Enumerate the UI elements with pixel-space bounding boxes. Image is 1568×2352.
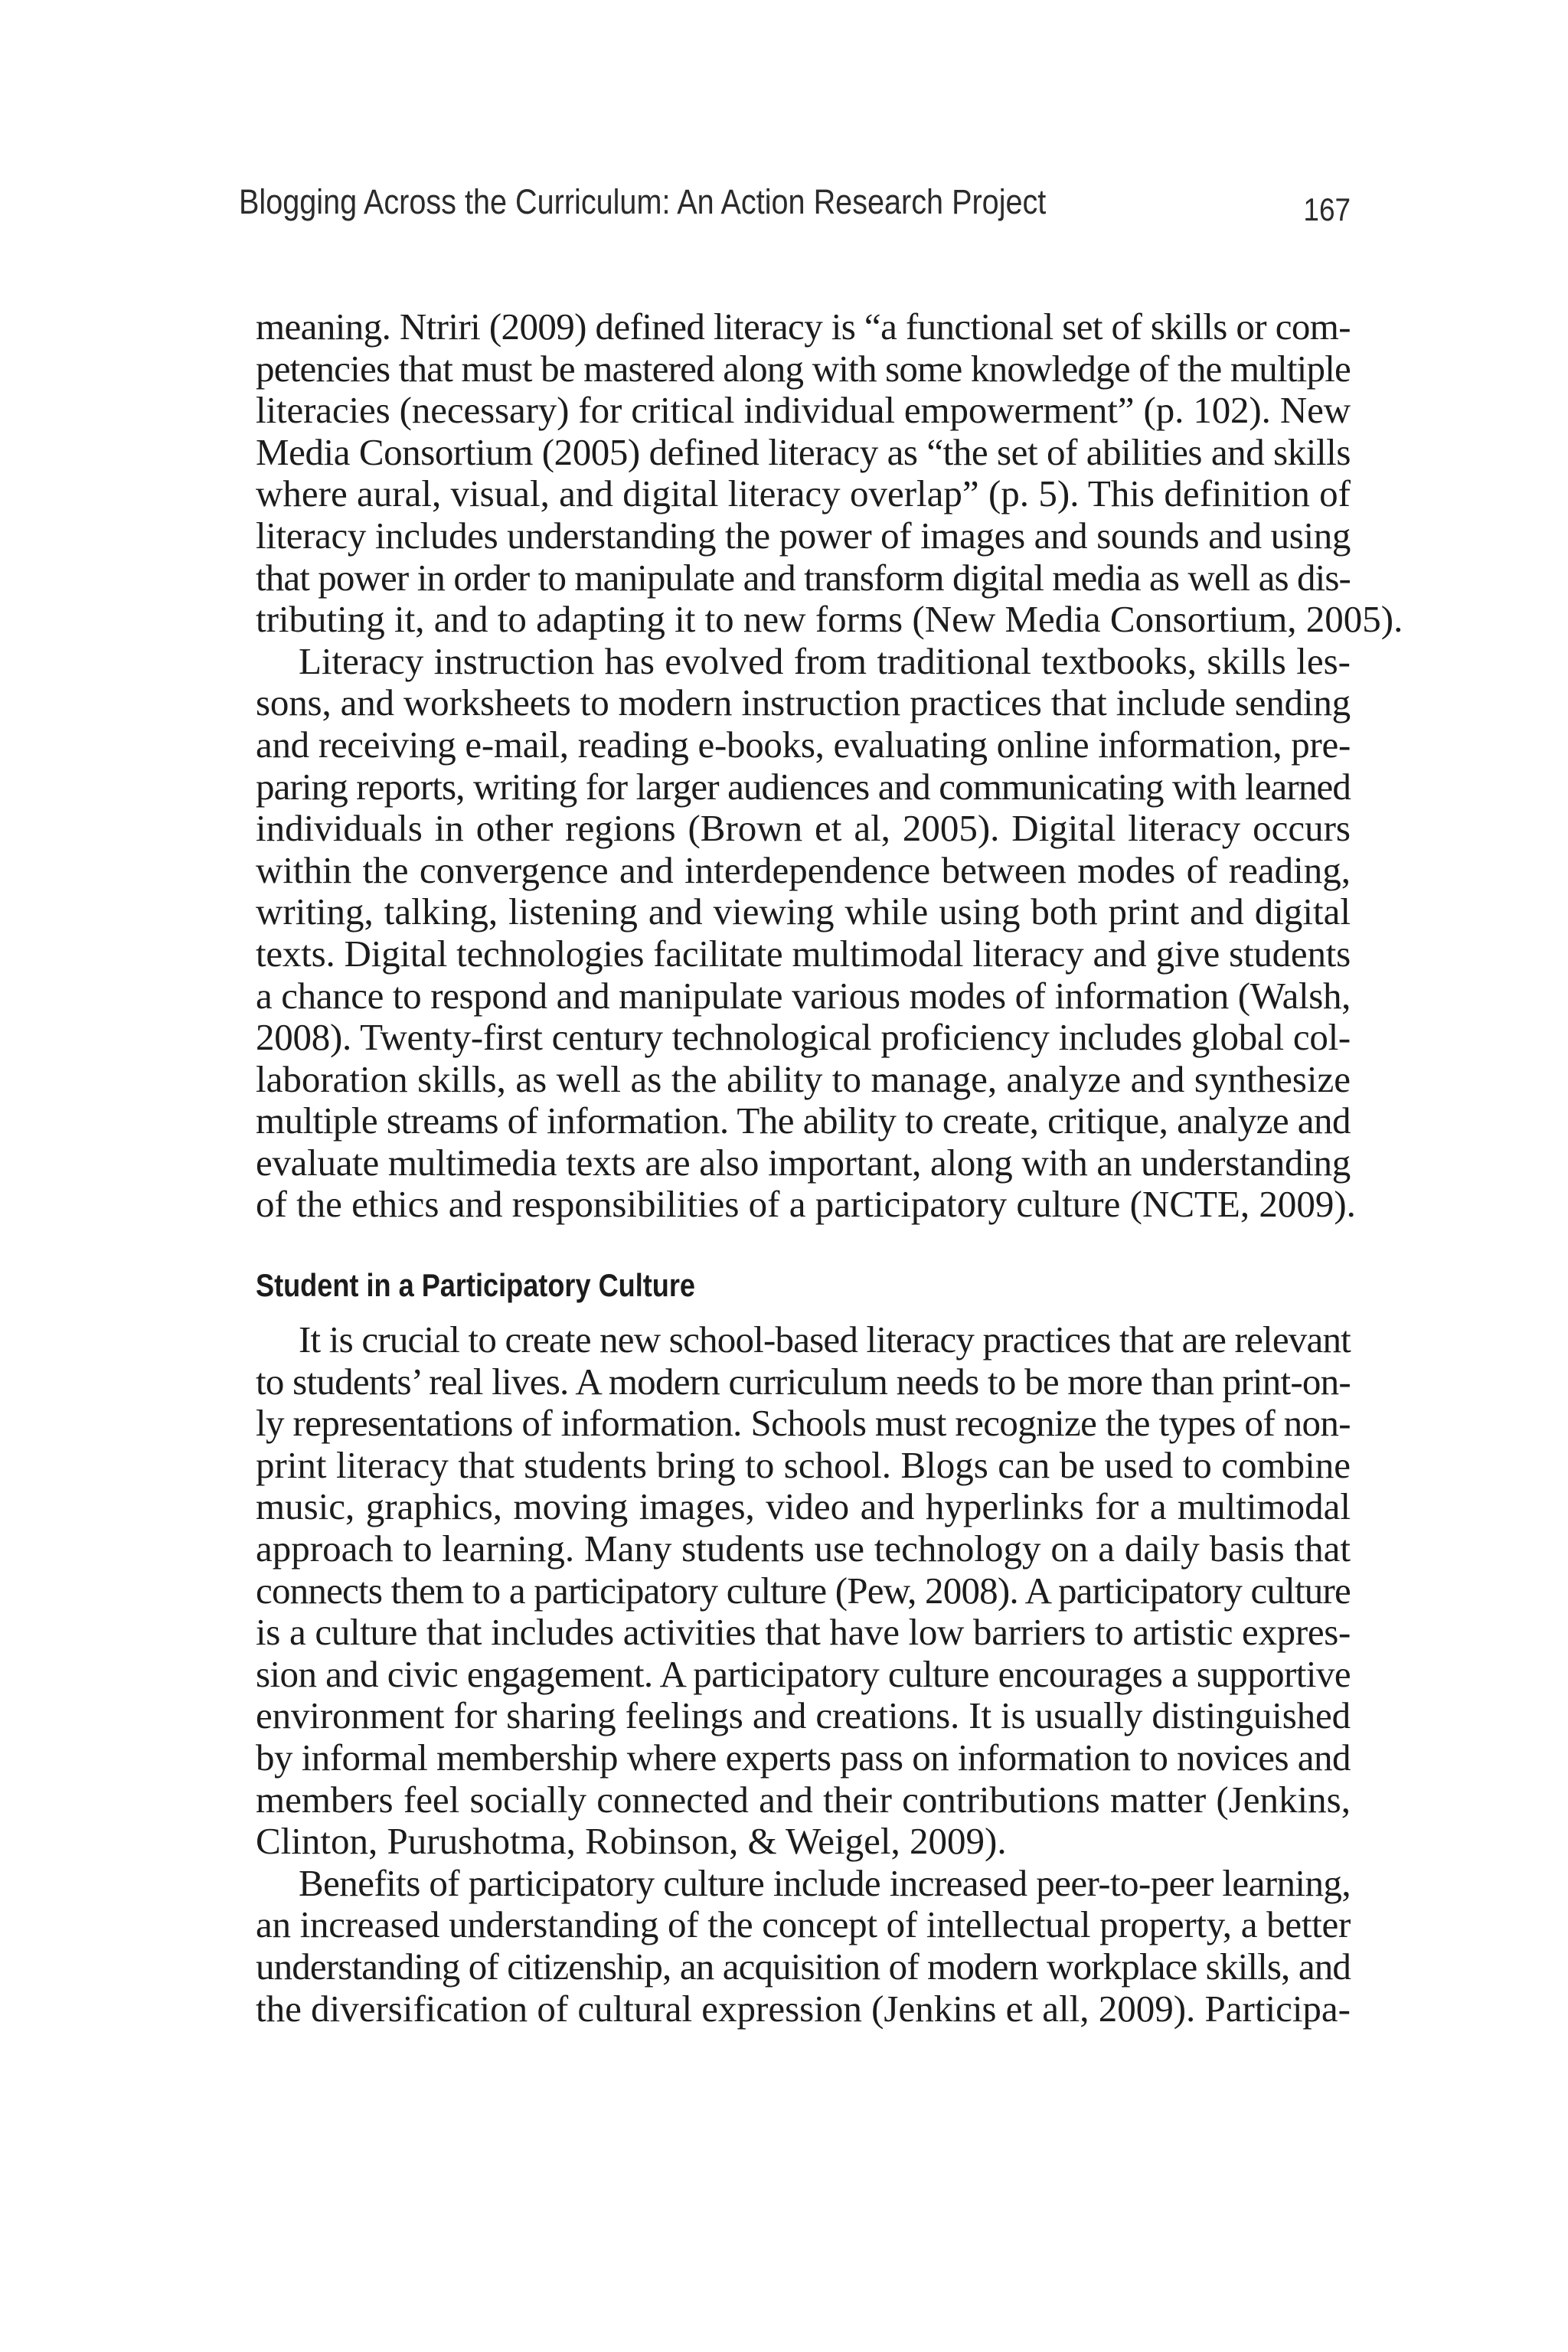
text-line: literacy includes understanding the power of images and sounds and using	[256, 514, 1351, 557]
text-line: Literacy instruction has evolved from traditional textbooks, skills les-	[299, 639, 1351, 682]
paragraph-benefits	[256, 1863, 1351, 2030]
text-line: and receiving e-mail, reading e-books, evaluating online information, pre-	[256, 723, 1351, 766]
text-line: by informal membership where experts pass on information to novices and	[256, 1736, 1351, 1779]
text-line: print literacy that students bring to school. Blogs can be used to combine	[256, 1443, 1351, 1486]
text-line: a chance to respond and manipulate various modes of information (Walsh,	[256, 974, 1351, 1017]
text-line: multiple streams of information. The ability to create, critique, analyze and	[256, 1099, 1351, 1142]
text-line: connects them to a participatory culture (Pew, 2008). A participatory culture	[256, 1569, 1351, 1612]
paragraph-school-literacy	[256, 1319, 1351, 1863]
text-line: writing, talking, listening and viewing while using both print and digital	[256, 890, 1351, 933]
page-number: 167	[1303, 191, 1351, 227]
text-line: an increased understanding of the concept of intellectual property, a better	[256, 1903, 1351, 1946]
text-line: meaning. Ntriri (2009) defined literacy is “a functional set of skills or com-	[256, 305, 1351, 348]
text-line: petencies that must be mastered along with some knowledge of the multiple	[256, 347, 1351, 390]
text-line: Media Consortium (2005) defined literacy as “the set of abilities and skills	[256, 430, 1351, 473]
running-title: Blogging Across the Curriculum: An Action Research Project	[239, 182, 1047, 221]
text-line: individuals in other regions (Brown et al, 2005). Digital literacy occurs	[256, 807, 1351, 850]
text-line: environment for sharing feelings and creations. It is usually distinguished	[256, 1694, 1351, 1737]
text-line: approach to learning. Many students use technology on a daily basis that	[256, 1527, 1351, 1570]
text-line: Benefits of participatory culture include increased peer-to-peer learning,	[299, 1861, 1351, 1904]
text-line: texts. Digital technologies facilitate multimodal literacy and give students	[256, 932, 1351, 975]
text-line: sion and civic engagement. A participatory culture encourages a supportive	[256, 1652, 1351, 1695]
text-line: understanding of citizenship, an acquisition of modern workplace skills, and	[256, 1945, 1351, 1988]
text-line: ly representations of information. Schools must recognize the types of non-	[256, 1402, 1351, 1445]
text-line: 2008). Twenty-first century technological proficiency includes global col-	[256, 1016, 1351, 1059]
text-line: is a culture that includes activities that have low barriers to artistic expres-	[256, 1611, 1351, 1654]
text-line: within the convergence and interdependence between modes of reading,	[256, 848, 1351, 891]
paragraph-literacy-instruction	[256, 639, 1356, 1226]
text-line: Clinton, Purushotma, Robinson, & Weigel, 2009).	[256, 1820, 1007, 1863]
text-line: evaluate multimedia texts are also important, along with an understanding	[256, 1141, 1351, 1184]
text-line: where aural, visual, and digital literacy overlap” (p. 5). This definition of	[256, 472, 1351, 515]
paragraph-literacy-definitions	[256, 305, 1403, 641]
text-line: members feel socially connected and their contributions matter (Jenkins,	[256, 1778, 1351, 1821]
text-line: the diversification of cultural expression (Jenkins et all, 2009). Participa-	[256, 1987, 1351, 2030]
text-line: It is crucial to create new school-based literacy practices that are relevant	[299, 1318, 1351, 1361]
text-line: tributing it, and to adapting it to new forms (New Media Consortium, 2005).	[256, 598, 1403, 641]
text-line: sons, and worksheets to modern instruction practices that include sending	[256, 681, 1351, 724]
text-line: of the ethics and responsibilities of a participatory culture (NCTE, 2009).	[256, 1183, 1356, 1226]
text-line: to students’ real lives. A modern curriculum needs to be more than print-on-	[256, 1360, 1351, 1403]
text-line: that power in order to manipulate and transform digital media as well as dis-	[256, 556, 1351, 599]
section-heading: Student in a Participatory Culture	[256, 1267, 695, 1304]
text-line: music, graphics, moving images, video and hyperlinks for a multimodal	[256, 1485, 1351, 1528]
running-head	[239, 182, 1351, 243]
body-text	[256, 305, 1403, 2030]
text-line: paring reports, writing for larger audiences and communicating with learned	[256, 765, 1351, 808]
text-line: literacies (necessary) for critical individual empowerment” (p. 102). New	[256, 389, 1351, 432]
text-line: laboration skills, as well as the ability to manage, analyze and synthesize	[256, 1057, 1351, 1100]
